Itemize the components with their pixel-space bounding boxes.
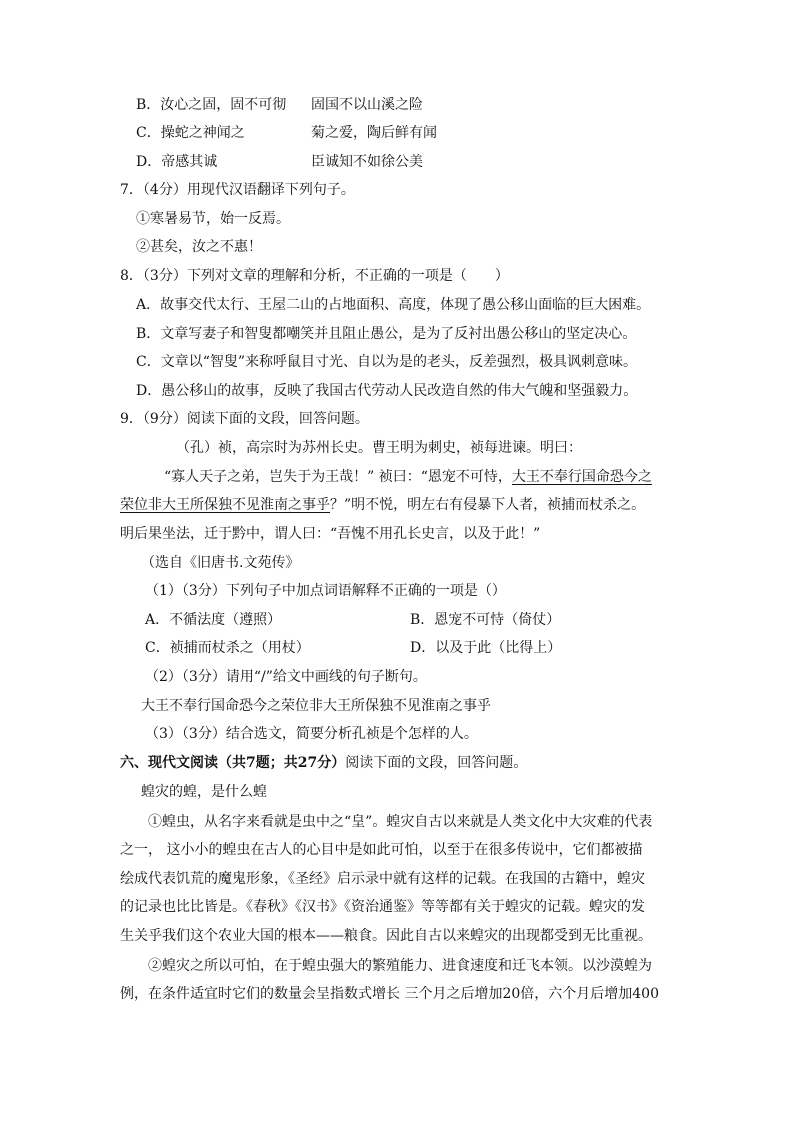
q8-option-b: B．文章写妻子和智叟都嘲笑并且阻止愚公，是为了反衬出愚公移山的坚定决心。 [136,326,637,342]
para2-line-2: 例，在条件适宜时它们的数量会呈指数式增长 三个月之后增加20倍，六个月后增加400 [120,986,659,1002]
q9-passage-line-2-text: “寡人天子之弟，岂失于为王哉！” 祯曰：“恩宠不可恃， [164,469,512,485]
para1-line-3: 绘成代表饥荒的魔鬼形象，《圣经》启示录中就有这样的记载。在我国的古籍中，蝗灾 [120,871,645,887]
q9-passage-line-2 [164,467,652,487]
q9-sub3-stem: （3）（3分）结合选文，简要分析孔祯是个怎样的人。 [145,726,478,742]
section-6-heading [120,753,527,773]
q9-sub1-option-a: A．不循法度（遵照） [145,612,282,628]
para1-line-5: 生关乎我们这个农业大国的根本——粮食。因此自古以来蝗灾的出现都受到无比重视。 [120,928,652,944]
q6-option-b-left: B．汝心之固，固不可彻 [136,97,287,113]
para1-line-1: ①蝗虫，从名字来看就是虫中之“皇”。蝗灾自古以来就是人类文化中大灾难的代表 [148,814,653,830]
para1-line-4: 的记录也比比皆是。《春秋》《汉书》《资治通鉴》等等都有关于蝗灾的记载。蝗灾的发 [120,899,645,915]
q9-sub1-stem: （1）（3分）下列句子中加点词语解释不正确的一项是（） [145,583,506,599]
para1-line-2: 之一， 这小小的蝗虫在古人的心目中是如此可怕，以至于在很多传说中，它们都被描 [120,842,643,858]
q9-stem: 9．（9分）阅读下面的文段，回答问题。 [120,411,369,427]
q8-stem: 8．（3分）下列对文章的理解和分析，不正确的一项是（ ） [120,268,509,284]
q6-option-d-right: 臣诚知不如徐公美 [311,154,423,170]
q9-passage-line-3-text: ？”明不悦，明左右有侵暴下人者，祯捕而杖杀之。 [330,497,646,513]
q9-sub2-stem: （2）（3分）请用“/”给文中画线的句子断句。 [145,669,427,685]
q6-option-c-left: C．操蛇之神闻之 [136,125,245,141]
q9-passage-line-3 [120,495,645,515]
q9-sub2-sentence: 大王不奉行国命恐今之荣位非大王所保独不见淮南之事乎 [141,698,491,714]
q9-underlined-sentence-part-2: 荣位非大王所保独不见淮南之事乎 [120,497,330,513]
q8-option-d: D．愚公移山的故事，反映了我国古代劳动人民改造自然的伟大气魄和坚强毅力。 [136,383,638,399]
q8-option-a: A．故事交代太行、王屋二山的占地面积、高度，体现了愚公移山面临的巨大困难。 [136,297,651,313]
q9-source: （选自《旧唐书.文苑传》 [141,555,300,571]
q7-sentence-2: ②甚矣，汝之不惠！ [136,239,262,255]
q8-option-c: C．文章以“智叟”来称呼鼠目寸光、自以为是的老头，反差强烈，极具讽刺意味。 [136,354,638,370]
q6-option-b [136,95,286,115]
q7-stem: 7．（4分）用现代汉语翻译下列句子。 [120,182,355,198]
para2-line-1: ②蝗灾之所以可怕，在于蝗虫强大的繁殖能力、进食速度和迁飞本领。以沙漠蝗为 [148,958,652,974]
q7-sentence-1: ①寒暑易节，始一反焉。 [136,211,290,227]
section-6-heading-rest: 阅读下面的文段，回答问题。 [345,755,528,771]
passage-title: 蝗灾的蝗，是什么蝗 [141,784,267,800]
q9-sub1-option-b: B．恩宠不可恃（倚仗） [410,612,561,628]
q9-sub1-option-c: C．祯捕而杖杀之（用杖） [145,640,310,656]
section-6-heading-bold: 六、现代文阅读（共7题；共27分） [120,755,346,771]
q9-passage-line-1: （孔）祯，高宗时为苏州长史。曹王明为刺史，祯每进谏。明曰： [176,440,582,456]
q9-sub1-option-d: D．以及于此（比得上） [410,640,562,656]
q6-option-d-left: D．帝感其诚 [136,154,218,170]
q9-underlined-sentence-part-1: 大王不奉行国命恐今之 [511,469,652,485]
q6-option-c-right: 菊之爱，陶后鲜有闻 [311,125,437,141]
q6-option-b-right: 固国不以山溪之险 [311,97,423,113]
q9-passage-line-4: 明后果坐法，迁于黔中，谓人曰：“吾愧不用孔长史言，以及于此！” [120,526,541,542]
